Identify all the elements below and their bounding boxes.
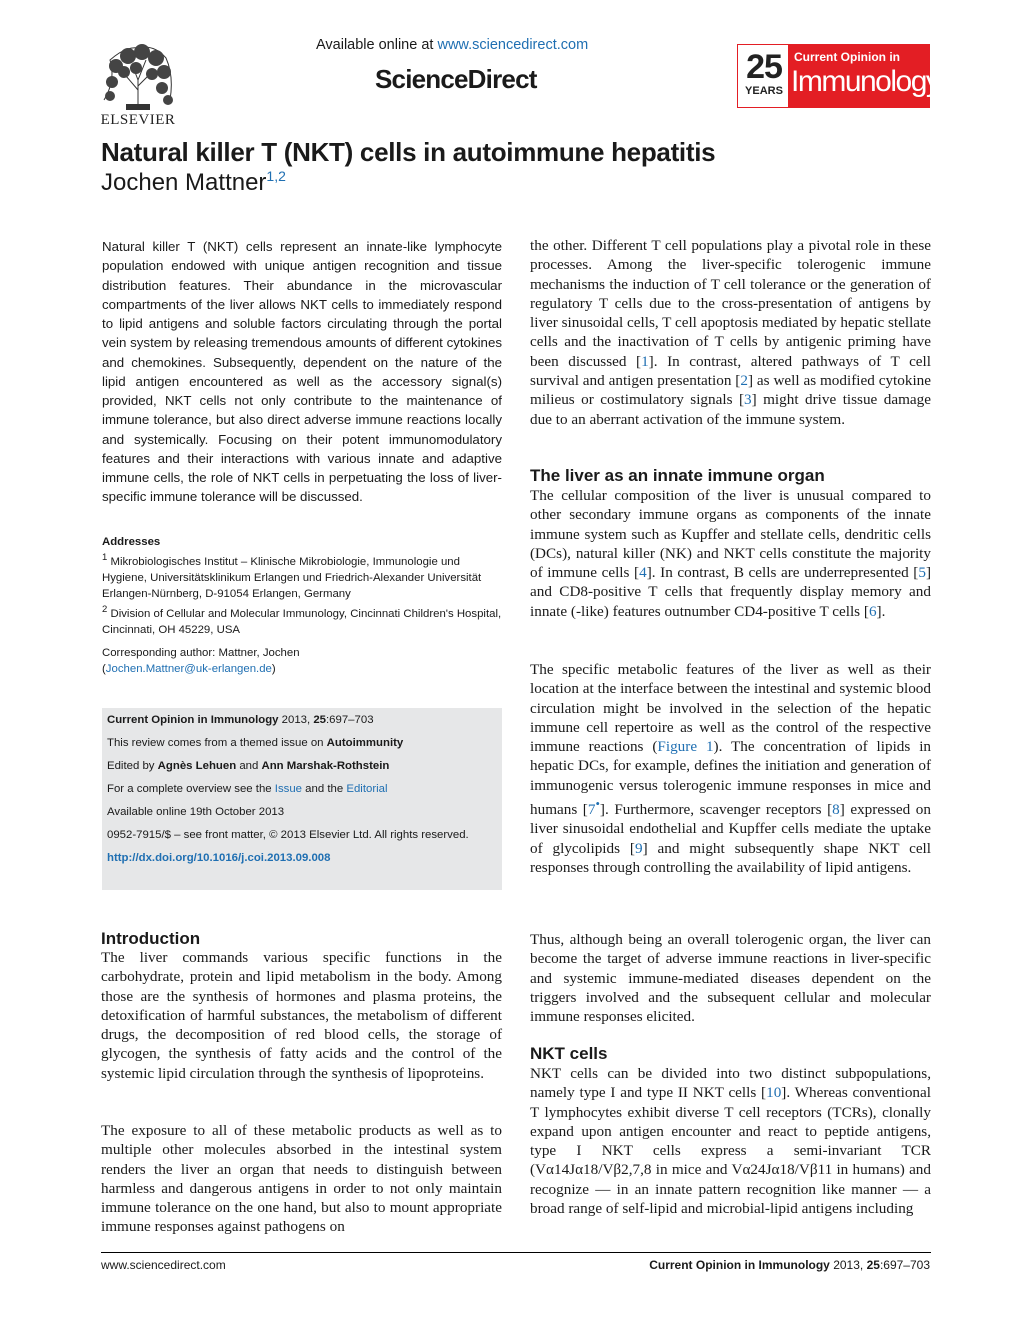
- ref-8[interactable]: 8: [832, 801, 840, 819]
- ref-6[interactable]: 6: [868, 602, 877, 620]
- badge-years: YEARS: [745, 85, 783, 97]
- ref-1[interactable]: 1: [641, 352, 649, 370]
- author: [101, 168, 286, 197]
- right-paragraph-1: the other. Different T cell populations play a pivotal role in these processes. Among the liver-specific tolerogenic immune mechanisms the induction of T cell tolerance or the generation of regulatory T cells due to the cross-presentation of antigens by liver sinusoidal cells, T cell apoptosis mediated by hepatic stellate cells and the inactivation of T cells by antigenic priming have been discussed [1]. In contrast, altered pathways of T cell survival and antigen presentation [2] as well as modified cytokine milieus or costimulatory signals [3] might drive tissue damage due to an aberrant activation of the immune system.: [530, 237, 932, 428]
- ref-2[interactable]: 2: [740, 372, 748, 390]
- themed-issue: This review comes from a themed issue on Autoimmunity: [107, 737, 404, 749]
- copyright: 0952-7915/$ – see front matter, © 2013 Elsevier Ltd. All rights reserved.: [107, 829, 469, 841]
- elsevier-tree-icon: [96, 40, 180, 112]
- heading-liver-innate: The liver as an innate immune organ: [530, 466, 825, 485]
- ref-7[interactable]: 7: [587, 801, 596, 819]
- footer-website: www.sciencedirect.com: [101, 1258, 226, 1272]
- issue-link[interactable]: Issue: [274, 783, 303, 795]
- ref-9[interactable]: 9: [634, 839, 643, 857]
- heading-introduction: Introduction: [101, 929, 201, 948]
- available-online-label: Available online at: [316, 37, 438, 53]
- doi-link-row: [107, 850, 498, 866]
- corresponding-label: Corresponding author: Mattner, Jochen: [102, 647, 300, 659]
- ref-10[interactable]: 10: [766, 1084, 782, 1102]
- edited-by: Edited by Agnès Lehuen and Ann Marshak-Rothstein: [107, 760, 390, 772]
- footer-rule: [101, 1252, 931, 1253]
- intro-paragraph-2: The exposure to all of these metabolic products as well as to multiple other molecules absorbed in the intestinal system renders the liver an organ that needs to distinguish between harmless and dangerous antigens in order to not only maintain immune tolerance on the one hand, but also to mount appropriate immune responses against pathogens on: [101, 1122, 502, 1236]
- badge-anniversary: [737, 44, 789, 108]
- article-info-box: [102, 708, 502, 890]
- right-paragraph-4: Thus, although being an overall tolerogenic organ, the liver can become the target of adverse immune reactions in liver-specific and systemic immune-mediated diseases dependent on the triggers involved and the subsequent cellular and molecular immune responses elicited.: [530, 931, 931, 1026]
- right-paragraph-3: The specific metabolic features of the liver as well as their location at the interface between the intestinal and systemic blood circulation might be involved in the selection of the hepatic immune cell repertoire as well as the control of the respective immune reactions (Figure 1). The concentration of lipids in hepatic DCs, for example, defines the initiation and generation of immunogenic versus tolerogenic immune responses in mice and humans [7•]. Furthermore, scavenger receptors [8] expressed on liver sinusoidal endothelial and Kupffer cells mediate the uptake of glycolipids [9] and might subsequently shape NKT cell responses through controlling the availability of lipid antigens.: [530, 661, 932, 877]
- address-1: $^1$ Mikrobiologisches Institut – Klinische Mikrobiologie, Immunologie und Hygiene, Universitätsklinikum Erlangen und Friedrich-Alexander Universität Erlangen-Nürnberg, D-91054 Erlangen, Germany: [102, 552, 482, 600]
- corresponding-email-line: (Jochen.Mattner@uk-erlangen.de): [102, 663, 276, 675]
- addresses-heading: Addresses: [102, 536, 161, 548]
- author-affiliation-refs[interactable]: 1,2: [266, 168, 286, 184]
- addresses: [102, 534, 502, 638]
- available-online: [316, 37, 588, 53]
- article-title: Natural killer T (NKT) cells in autoimmune hepatitis: [101, 137, 716, 167]
- ref-4[interactable]: 4: [639, 564, 647, 582]
- available-date: Available online 19th October 2013: [107, 806, 285, 818]
- sciencedirect-link[interactable]: www.sciencedirect.com: [437, 37, 589, 53]
- overview: For a complete overview see the Issue and the Editorial: [107, 783, 388, 795]
- badge-subtitle: Current Opinion in: [794, 50, 900, 64]
- sciencedirect-brand: ScienceDirect: [375, 64, 537, 94]
- corresponding-author: [102, 645, 502, 677]
- heading-nkt-cells: NKT cells: [530, 1044, 608, 1063]
- ref-3[interactable]: 3: [744, 391, 752, 409]
- doi-link[interactable]: http://dx.doi.org/10.1016/j.coi.2013.09.008: [107, 852, 331, 864]
- figure-1-link[interactable]: Figure 1: [657, 738, 714, 756]
- ref-5[interactable]: 5: [918, 564, 926, 582]
- elsevier-logo: [96, 40, 180, 128]
- badge-journal: Immunology: [791, 65, 940, 98]
- badge-number: 25: [746, 48, 782, 86]
- abstract: Natural killer T (NKT) cells represent an innate-like lymphocyte population endowed with unique antigen recognition and tissue distribution features. Their abundance in the microvascular compartments of the liver allows NKT cells to immediately respond to lipid antigens and soluble factors circulating through the portal vein system by releasing tremendous amounts of different cytokines and chemokines. Subsequently, dependent on the nature of the lipid antigen encountered as well as the accessory signal(s) provided, NKT cells not only contribute to the maintenance of immune tolerance, but also direct adverse immune reactions locally and systemically. Focusing on their potent immunomodulatory features and their interactions with various innate and adaptive immune cells, the role of NKT cells in perpetuating the loss of liver-specific immune tolerance will be discussed.: [102, 239, 502, 505]
- citation: Current Opinion in Immunology 2013, 25:697–703: [107, 714, 374, 726]
- email-link[interactable]: Jochen.Mattner@uk-erlangen.de: [105, 663, 272, 675]
- intro-paragraph-1: The liver commands various specific functions in the carbohydrate, protein and lipid metabolism in the body. Among those are the synthesis of hormones and plasma proteins, the detoxification of harmful substances, the metabolism of different drugs, the decomposition of red blood cells, the storage of glycogen, the synthesis of fatty acids and the control of the systemic lipid circulation through the synthesis of lipoproteins.: [101, 949, 502, 1082]
- footer-citation: Current Opinion in Immunology 2013, 25:697–703: [649, 1258, 930, 1272]
- publisher-name: ELSEVIER: [100, 112, 176, 128]
- author-name: Jochen Mattner: [101, 169, 267, 196]
- right-paragraph-2: The cellular composition of the liver is unusual compared to other secondary immune organs as components of the innate immune system such as Kupffer and stellate cells, dendritic cells (DCs), natural killer (NK) and NKT cells constitute the majority of immune cells [4]. In contrast, B cells are underrepresented [5] and CD8-positive T cells that frequently display memory and innate (-like) features outnumber CD4-positive T cells [6].: [530, 487, 931, 620]
- editorial-link[interactable]: Editorial: [346, 783, 388, 795]
- journal-badge: [737, 44, 940, 108]
- right-paragraph-5: NKT cells can be divided into two distinct subpopulations, namely type I and type II NKT cells [10]. Whereas conventional T lymphocytes exhibit diverse T cell receptors (TCRs), clonally expand upon antigen encounter and react to peptide antigens, type I NKT cells express a semi-invariant TCR (Vα14Jα18/Vβ2,7,8 in mice and Vα24Jα18/Vβ11 in humans) and recognize — in an innate pattern recognition like manner — a broad range of self-lipid and microbial-lipid antigens including: [530, 1065, 931, 1218]
- address-2: $^2$ Division of Cellular and Molecular Immunology, Cincinnati Children's Hospital, Cincinnati, OH 45229, USA: [102, 603, 502, 636]
